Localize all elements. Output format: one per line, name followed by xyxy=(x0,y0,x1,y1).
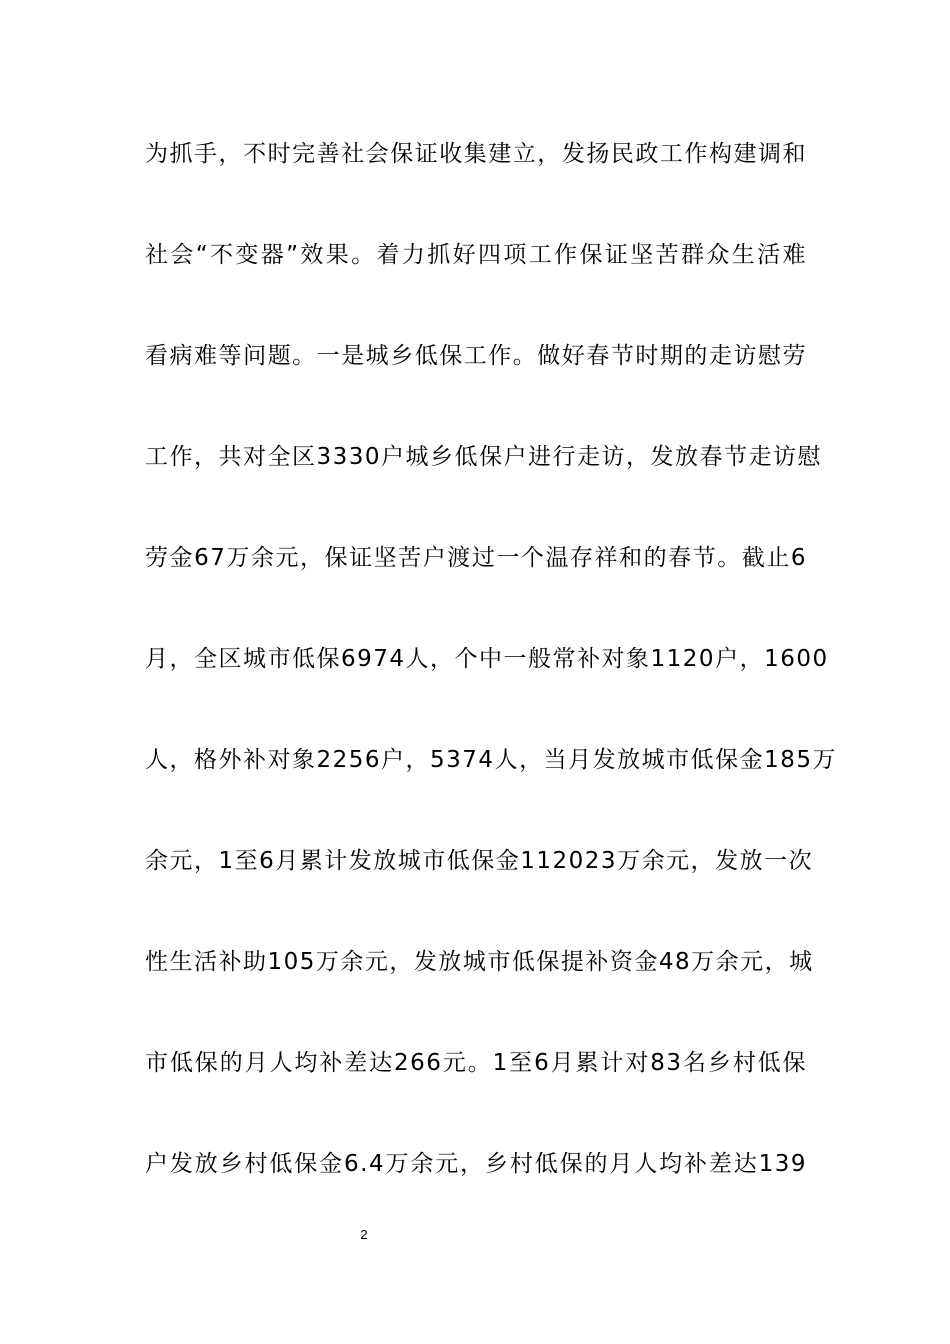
text-line: 市低保的月人均补差达266元。1至6月累计对83名乡村低保 xyxy=(145,1050,807,1076)
text-line: 工作，共对全区3330户城乡低保户进行走访，发放春节走访慰 xyxy=(145,444,823,470)
page-number: 2 xyxy=(360,1227,368,1242)
text-line: 看病难等问题。一是城乡低保工作。做好春节时期的走访慰劳 xyxy=(145,343,807,369)
text-line: 人，格外补对象2256户，5374人，当月发放城市低保金185万 xyxy=(145,747,837,773)
text-line: 性生活补助105万余元，发放城市低保提补资金48万余元，城 xyxy=(145,949,814,975)
text-line: 余元，1至6月累计发放城市低保金112023万余元，发放一次 xyxy=(145,848,814,874)
text-line: 为抓手，不时完善社会保证收集建立，发扬民政工作构建调和 xyxy=(145,141,807,167)
text-line: 社会“不变器”效果。着力抓好四项工作保证坚苦群众生活难 xyxy=(145,242,807,268)
text-line: 月，全区城市低保6974人，个中一般常补对象1120户，1600 xyxy=(145,646,829,672)
text-line: 劳金67万余元，保证坚苦户渡过一个温存祥和的春节。截止6 xyxy=(145,545,807,571)
body-text xyxy=(145,134,837,1245)
text-line: 户发放乡村低保金6.4万余元，乡村低保的月人均补差达139 xyxy=(145,1151,807,1177)
